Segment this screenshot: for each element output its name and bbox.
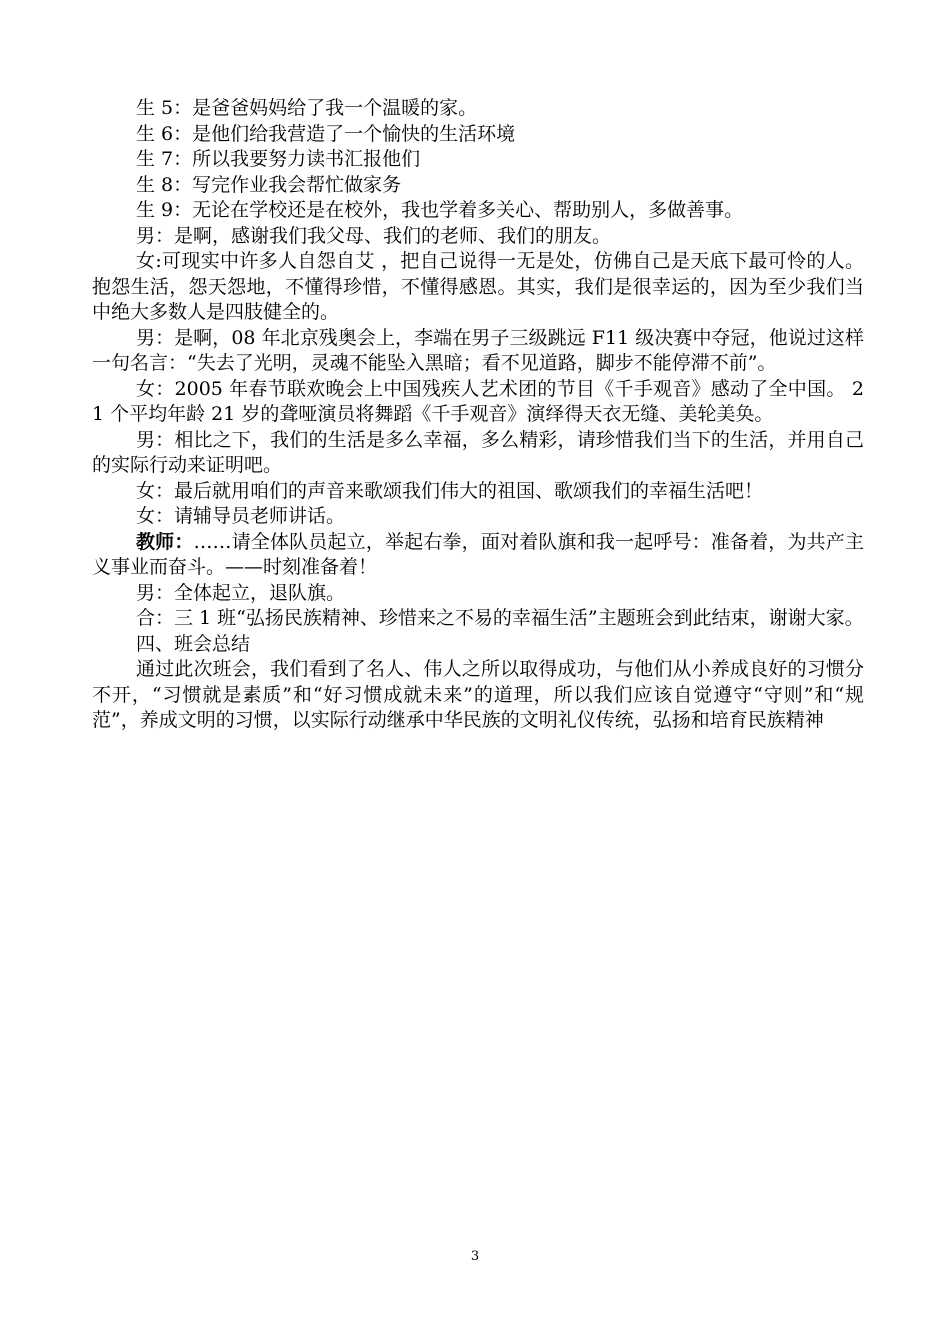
speaker-label: 教师：	[136, 530, 194, 553]
paragraph-student-8	[92, 173, 864, 199]
page-number: 3	[470, 1249, 480, 1264]
paragraph-female-praise	[92, 479, 864, 505]
paragraph-text: 四、班会总结	[136, 632, 251, 655]
paragraph-text: 生 7：所以我要努力读书汇报他们	[136, 148, 421, 170]
paragraph-female-gala	[92, 377, 864, 428]
paragraph-text: 生 8：写完作业我会帮忙做家务	[136, 173, 402, 196]
paragraph-text: 女：2005 年春节联欢晚会上中国残疾人艺术团的节目《千手观音》感动了全中国。 21 个平均年龄 21 岁的聋哑演员将舞蹈《千手观音》演绎得天衣无缝、美轮美奂。	[92, 377, 864, 425]
paragraph-together-closing	[92, 606, 864, 632]
paragraph-student-7	[92, 147, 864, 173]
paragraph-student-9	[92, 198, 864, 224]
paragraph-text: 合：三 1 班“弘扬民族精神、珍惜来之不易的幸福生活”主题班会到此结束，谢谢大家。	[136, 607, 864, 629]
paragraph-male-thanks	[92, 224, 864, 250]
paragraph-text: 通过此次班会，我们看到了名人、伟人之所以取得成功，与他们从小养成良好的习惯分不开，“习惯就是素质”和“好习惯成就未来”的道理，所以我们应该自觉遵守“守则”和“规范”，养成文明的习惯，以实际行动继承中华民族的文明礼仪传统，弘扬和培育民族精神	[92, 658, 864, 731]
paragraph-text: 生 6：是他们给我营造了一个愉快的生活环境	[136, 122, 516, 145]
paragraph-female-invite-teacher	[92, 504, 864, 530]
section-heading-summary	[92, 632, 864, 658]
document-body	[92, 96, 864, 734]
paragraph-female-reality	[92, 249, 864, 326]
paragraph-text: 男：相比之下，我们的生活是多么幸福，多么精彩，请珍惜我们当下的生活，并用自己的实际行动来证明吧。	[92, 428, 864, 476]
paragraph-text: 生 9：无论在学校还是在校外，我也学着多关心、帮助别人，多做善事。	[136, 199, 744, 221]
paragraph-male-paralympics	[92, 326, 864, 377]
paragraph-text: 女：请辅导员老师讲话。	[136, 505, 346, 527]
paragraph-teacher-speech	[92, 530, 864, 581]
paragraph-summary	[92, 657, 864, 734]
paragraph-text: 女：最后就用咱们的声音来歌颂我们伟大的祖国、歌颂我们的幸福生活吧！	[136, 479, 764, 502]
paragraph-text: 男：是啊，08 年北京残奥会上，李端在男子三级跳远 F11 级决赛中夺冠，他说过这样一句名言：“失去了光明，灵魂不能坠入黑暗；看不见道路，脚步不能停滞不前”。	[92, 326, 864, 374]
paragraph-student-5	[92, 96, 864, 122]
paragraph-male-cherish	[92, 428, 864, 479]
paragraph-text: 女:可现实中许多人自怨自艾 ，把自己说得一无是处，仿佛自己是天底下最可怜的人。抱怨生活，怨天怨地，不懂得珍惜，不懂得感恩。其实，我们是很幸运的，因为至少我们当中绝大多数人是四肢健全的。	[92, 250, 864, 323]
paragraph-text: 男：是啊，感谢我们我父母、我们的老师、我们的朋友。	[136, 224, 612, 247]
paragraph-text: 生 5：是爸爸妈妈给了我一个温暖的家。	[136, 97, 478, 119]
paragraph-male-retire-flag	[92, 581, 864, 607]
paragraph-text: 男：全体起立，退队旗。	[136, 581, 346, 604]
paragraph-text: ……请全体队员起立，举起右拳，面对着队旗和我一起呼号：准备着，为共产主义事业而奋斗。——时刻准备着！	[92, 530, 864, 578]
paragraph-student-6	[92, 122, 864, 148]
